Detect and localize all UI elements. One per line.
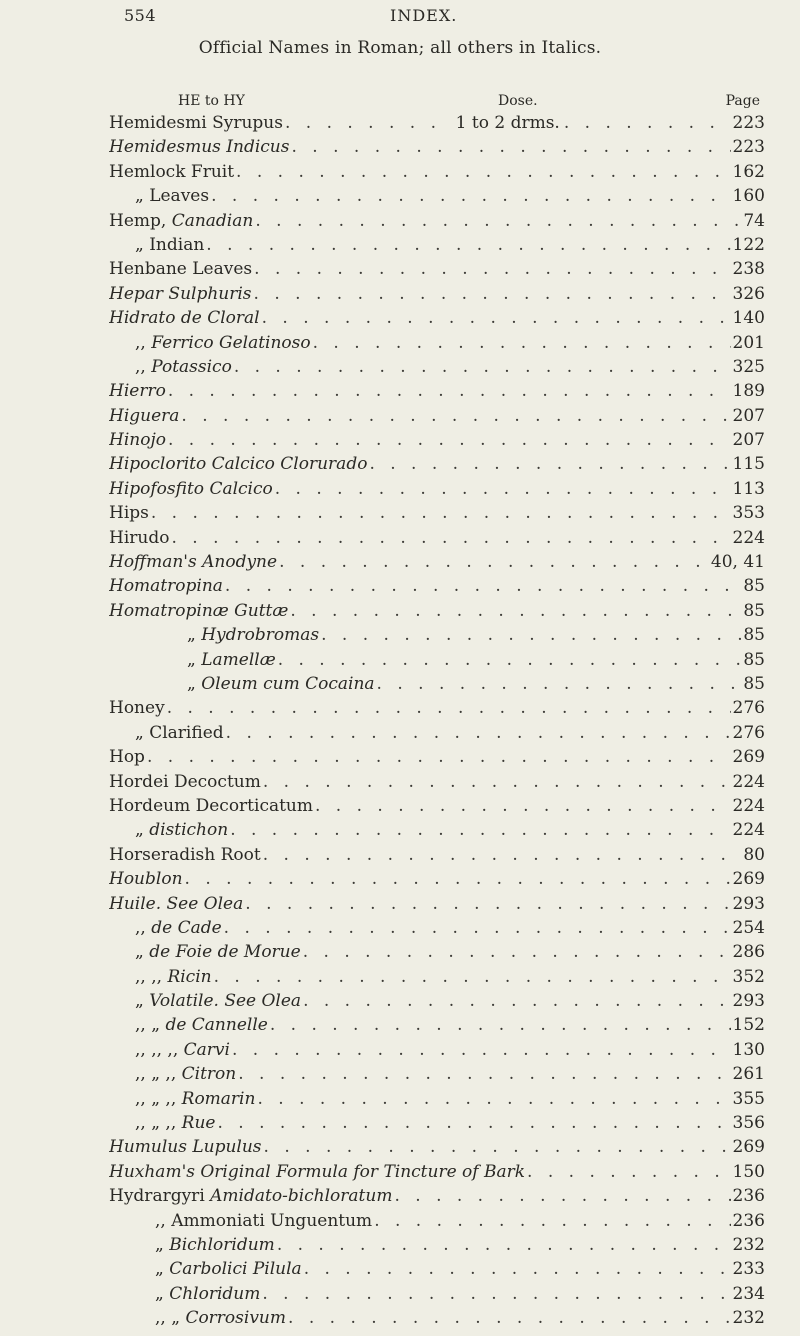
index-entry <box>109 672 765 696</box>
entry-page: 269 <box>732 869 765 890</box>
index-entry <box>109 331 765 355</box>
dot-leader <box>254 282 731 306</box>
entry-page: 85 <box>743 600 765 621</box>
entry-page: 224 <box>732 771 765 792</box>
entry-term-part: ,, <box>135 332 152 353</box>
dot-leader <box>304 1257 731 1281</box>
entry-page: 233 <box>732 1259 765 1280</box>
entry-term-part: Volatile. See Olea <box>149 991 302 1012</box>
index-entry <box>109 1233 765 1257</box>
entry-term-part: Honey <box>109 698 165 719</box>
entry-term-part: „ <box>155 1259 170 1280</box>
entry-term-part: ,, „ <box>135 1015 166 1036</box>
entry-term-part: de Cade <box>151 917 222 938</box>
index-entry <box>109 599 765 623</box>
entry-term <box>109 160 234 184</box>
dot-leader <box>262 306 731 330</box>
index-entry <box>109 623 765 647</box>
entry-term <box>109 477 273 501</box>
dot-leader <box>151 501 731 525</box>
entry-term <box>109 501 149 525</box>
entry-page: 207 <box>732 430 765 451</box>
entry-page: 115 <box>732 454 765 475</box>
index-entry <box>109 379 765 403</box>
entry-term-part: Hemlock Fruit <box>109 161 235 182</box>
entry-page: 286 <box>732 942 765 963</box>
entry-term-part: Hemidesmus Indicus <box>109 137 290 158</box>
dot-leader <box>527 1160 731 1184</box>
entry-page: 122 <box>732 234 765 255</box>
index-entry <box>109 550 765 574</box>
entry-term <box>109 574 223 598</box>
dot-leader <box>290 599 741 623</box>
entry-term-part: ,, „ ,, <box>135 1088 182 1109</box>
index-entry <box>109 648 765 672</box>
entry-page: 140 <box>732 308 765 329</box>
index-entry <box>109 696 765 720</box>
entry-term <box>109 526 169 550</box>
entry-term-part: Romarin <box>181 1088 256 1109</box>
dot-leader <box>214 965 731 989</box>
entry-term-part: Horseradish Root <box>109 844 261 865</box>
entry-term-part: Corrosivum <box>185 1308 287 1329</box>
entry-term-part: Ferrico Gelatinoso <box>151 332 311 353</box>
entry-term-part: Hemidesmi Syrupus <box>109 113 283 133</box>
index-entry <box>109 892 765 916</box>
entry-term <box>109 1184 392 1208</box>
entry-term <box>135 965 212 989</box>
index-entry <box>109 1306 765 1330</box>
page-number: 554 <box>124 6 157 25</box>
entry-term <box>155 1257 302 1281</box>
entry-term <box>187 648 276 672</box>
entry-page: 201 <box>732 332 765 353</box>
entry-term-part: „ Leaves <box>135 186 210 207</box>
entry-page: 223 <box>732 113 765 133</box>
entry-term-part: „ <box>187 649 202 670</box>
dot-leader <box>217 1111 730 1135</box>
entry-term-part: de Foie de Morue <box>149 942 301 963</box>
dot-leader <box>315 794 731 818</box>
entry-term <box>135 721 224 745</box>
entry-page: 356 <box>732 1113 765 1134</box>
entry-term-part: ,, ,, <box>135 966 168 987</box>
entry-term <box>109 550 277 574</box>
dot-leader <box>147 745 731 769</box>
index-entry <box>109 477 765 501</box>
entry-page: 113 <box>732 478 765 499</box>
index-entry <box>109 794 765 818</box>
entry-page: 261 <box>732 1064 765 1085</box>
index-entry <box>109 745 765 769</box>
entry-term-part: „ <box>135 942 150 963</box>
index-entry <box>109 355 765 379</box>
entry-page: 238 <box>732 259 765 280</box>
index-entry <box>109 428 765 452</box>
entry-term <box>135 1111 215 1135</box>
entry-page: 224 <box>732 795 765 816</box>
index-entry <box>109 916 765 940</box>
dot-leader <box>185 867 731 891</box>
entry-term-part: ,, Ammoniati Unguentum <box>155 1210 373 1231</box>
index-entry <box>109 160 765 184</box>
dot-leader <box>168 379 731 403</box>
entry-term-part: Lamellæ <box>201 649 276 670</box>
dot-leader <box>206 233 730 257</box>
page-heading: Page <box>725 93 760 109</box>
entry-term <box>109 696 165 720</box>
index-subtitle: Official Names in Roman; all others in Italics. <box>198 38 602 58</box>
index-entry <box>109 1160 765 1184</box>
entry-term <box>187 672 375 696</box>
index-entry <box>109 1062 765 1086</box>
dot-leader <box>377 672 741 696</box>
index-entry <box>109 1184 765 1208</box>
dot-leader <box>313 331 731 355</box>
entry-term-part: Hordei Decoctum <box>109 771 261 792</box>
dot-leader <box>254 257 730 281</box>
dot-leader <box>374 1209 730 1233</box>
entry-page: 236 <box>732 1210 765 1231</box>
entry-term <box>135 989 301 1013</box>
dot-leader <box>263 770 731 794</box>
index-entry <box>109 1038 765 1062</box>
entry-page: 232 <box>732 1234 765 1255</box>
entry-term-part: Ricin <box>167 966 212 987</box>
entry-term-part: Canadian <box>171 210 254 231</box>
entry-term-part: ,, „ ,, <box>135 1113 182 1134</box>
entry-term-part: ,, „ <box>155 1308 186 1329</box>
index-entry <box>109 233 765 257</box>
entry-page: 326 <box>732 283 765 304</box>
entry-term <box>155 1282 260 1306</box>
entry-term-part: Hordeum Decorticatum <box>109 795 313 816</box>
entry-term-part: Hepar Sulphuris <box>109 283 252 304</box>
dot-leader <box>255 209 741 233</box>
entry-term <box>109 745 145 769</box>
entry-term-part: Hierro <box>109 381 166 402</box>
entry-term <box>135 818 228 842</box>
entry-term-part: „ <box>187 625 202 646</box>
entry-page: 150 <box>732 1161 765 1182</box>
dot-leader <box>321 623 741 647</box>
entry-term <box>155 1209 372 1233</box>
column-headings <box>0 93 800 113</box>
dot-leader <box>236 160 731 184</box>
index-entry <box>109 452 765 476</box>
entry-term-part: Carbolici Pilula <box>169 1259 302 1280</box>
entry-page: 85 <box>743 625 765 646</box>
dot-leader <box>238 1062 730 1086</box>
index-entry <box>109 1257 765 1281</box>
dot-leader <box>369 452 730 476</box>
dot-leader <box>171 526 730 550</box>
index-entry <box>109 770 765 794</box>
entry-term <box>135 184 209 208</box>
dot-leader <box>234 355 731 379</box>
entry-term-part: Bichloridum <box>169 1234 275 1255</box>
entry-page: 160 <box>732 186 765 207</box>
index-entry <box>109 1111 765 1135</box>
index-entry <box>109 1209 765 1233</box>
dot-leader <box>226 721 731 745</box>
entry-term <box>135 1062 236 1086</box>
entry-term <box>109 306 260 330</box>
entry-term <box>109 209 253 233</box>
entry-page: 85 <box>743 649 765 670</box>
dot-leader <box>264 1135 731 1159</box>
dot-leader <box>291 135 730 159</box>
index-entry <box>109 989 765 1013</box>
dot-leader <box>167 696 731 720</box>
index-entry <box>109 282 765 306</box>
entry-term-part: Hirudo <box>109 527 170 548</box>
entry-term <box>155 1233 275 1257</box>
entry-term-part: „ <box>187 673 202 694</box>
entry-term-part: Citron <box>181 1064 237 1085</box>
entry-page: 224 <box>732 820 765 841</box>
entry-page: 85 <box>743 576 765 597</box>
entry-term <box>109 111 283 135</box>
entry-term-part: Hop <box>109 747 145 768</box>
dot-leader <box>303 940 731 964</box>
entry-page: 130 <box>732 1039 765 1060</box>
entry-term-part: „ <box>155 1283 170 1304</box>
entry-page: 74 <box>743 210 765 231</box>
range-heading: HE to HY <box>178 93 245 109</box>
entry-term <box>109 1160 525 1184</box>
entry-page: 293 <box>732 991 765 1012</box>
dot-leader <box>168 428 731 452</box>
dot-leader <box>262 1282 730 1306</box>
entry-page: 352 <box>732 966 765 987</box>
entry-term <box>155 1306 286 1330</box>
dot-leader <box>285 111 452 135</box>
entry-term <box>109 770 261 794</box>
index-entry <box>109 184 765 208</box>
entry-term-part: Houblon <box>109 869 183 890</box>
index-entry <box>109 257 765 281</box>
entry-term-part: Homatropina <box>109 576 223 597</box>
entry-term-part: Chloridum <box>169 1283 261 1304</box>
index-entry <box>109 526 765 550</box>
entry-page: 234 <box>732 1283 765 1304</box>
dot-leader <box>278 648 741 672</box>
entry-term-part: Amidato-bichloratum <box>210 1186 393 1207</box>
entry-page: 353 <box>732 503 765 524</box>
entry-term-part: Huxham's Original Formula for Tincture of Bark <box>109 1161 526 1182</box>
entry-term <box>109 379 166 403</box>
entry-term <box>135 916 222 940</box>
entry-term-part: ,, ,, ,, <box>135 1039 184 1060</box>
index-entry <box>109 721 765 745</box>
entry-page: 232 <box>732 1308 765 1329</box>
entry-term <box>187 623 319 647</box>
entry-term-part: Hipoclorito Calcico Clorurado <box>109 454 368 475</box>
entry-term-part: Oleum cum Cocaina <box>201 673 375 694</box>
entry-term <box>109 599 288 623</box>
entry-term <box>109 892 243 916</box>
entry-term-part: distichon <box>149 820 229 841</box>
entry-term <box>109 867 183 891</box>
entry-term-part: ,, <box>135 917 152 938</box>
entry-term-part: ,, „ ,, <box>135 1064 182 1085</box>
entry-term-part: „ <box>135 991 150 1012</box>
entry-term-part: Homatropinæ Guttæ <box>109 600 289 621</box>
entry-term-part: „ Clarified <box>135 722 224 743</box>
entry-term <box>109 404 179 428</box>
entry-term <box>109 843 261 867</box>
entry-term <box>109 428 166 452</box>
index-entry <box>109 404 765 428</box>
entry-term-part: „ <box>155 1234 170 1255</box>
entry-page: 293 <box>732 893 765 914</box>
dot-leader <box>277 1233 731 1257</box>
dose-heading: Dose. <box>498 93 538 109</box>
entry-term-part: Potassico <box>151 356 232 377</box>
entry-term-part: „ <box>135 820 150 841</box>
entry-term <box>109 452 367 476</box>
entry-page: 189 <box>732 381 765 402</box>
dot-leader <box>257 1087 730 1111</box>
entry-term-part: Henbane Leaves <box>109 259 253 280</box>
dot-leader <box>279 550 709 574</box>
entry-term <box>135 1013 268 1037</box>
entry-term-part: Hoffman's Anodyne <box>109 552 278 573</box>
entry-term-part: Huile. See Olea <box>109 893 244 914</box>
entry-term-part: Hemp, <box>109 210 172 231</box>
entry-term <box>109 1135 262 1159</box>
dot-leader <box>275 477 731 501</box>
entry-page: 276 <box>732 722 765 743</box>
entry-page: 80 <box>743 844 765 865</box>
entry-term-part: Carvi <box>183 1039 230 1060</box>
entry-term-part: ,, <box>135 356 152 377</box>
entry-page: 355 <box>732 1088 765 1109</box>
dot-leader <box>263 843 741 867</box>
entry-term-part: Hydrargyri <box>109 1186 211 1207</box>
entry-page: 40, 41 <box>710 552 765 573</box>
dot-leader <box>224 916 731 940</box>
dot-leader <box>225 574 741 598</box>
dot-leader <box>211 184 730 208</box>
entry-dose: 1 to 2 drms. <box>455 113 560 133</box>
entry-term-part: Hydrobromas <box>201 625 320 646</box>
entry-term-part: „ Indian <box>135 234 205 255</box>
entry-term <box>135 1087 255 1111</box>
entry-page: 269 <box>732 1137 765 1158</box>
dot-leader <box>303 989 730 1013</box>
index-entry <box>109 843 765 867</box>
entry-term-part: de Cannelle <box>165 1015 268 1036</box>
dot-leader <box>288 1306 731 1330</box>
dot-leader <box>564 111 731 135</box>
entry-page: 254 <box>732 917 765 938</box>
entry-term-part: Hidrato de Cloral <box>109 308 260 329</box>
entry-term-part: Higuera <box>109 405 180 426</box>
index-entries <box>109 111 765 1331</box>
entry-page: 224 <box>732 527 765 548</box>
index-entry <box>109 306 765 330</box>
entry-page: 325 <box>732 356 765 377</box>
entry-term <box>135 233 204 257</box>
entry-term <box>135 940 301 964</box>
entry-term <box>135 331 311 355</box>
page-header <box>0 6 800 28</box>
entry-term-part: Hinojo <box>109 430 166 451</box>
entry-term <box>109 794 313 818</box>
entry-term-part: Hipofosfito Calcico <box>109 478 273 499</box>
entry-page: 85 <box>743 673 765 694</box>
dot-leader <box>394 1184 730 1208</box>
index-entry <box>109 1135 765 1159</box>
entry-page: 207 <box>732 405 765 426</box>
entry-page: 269 <box>732 747 765 768</box>
entry-page: 152 <box>732 1015 765 1036</box>
running-head: INDEX. <box>390 6 458 25</box>
entry-term <box>109 282 252 306</box>
entry-page: 223 <box>732 137 765 158</box>
index-entry <box>109 209 765 233</box>
index-entry <box>109 867 765 891</box>
index-entry <box>109 1282 765 1306</box>
entry-page: 236 <box>732 1186 765 1207</box>
entry-term-part: Humulus Lupulus <box>109 1137 262 1158</box>
index-entry <box>109 1087 765 1111</box>
index-entry <box>109 965 765 989</box>
entry-term <box>135 1038 230 1062</box>
dot-leader <box>230 818 730 842</box>
index-entry <box>109 111 765 135</box>
index-entry <box>109 940 765 964</box>
entry-term <box>109 135 289 159</box>
entry-term <box>135 355 232 379</box>
dot-leader <box>181 404 730 428</box>
entry-term-part: Hips <box>109 503 149 524</box>
dot-leader <box>232 1038 731 1062</box>
entry-term-part: Rue <box>181 1113 216 1134</box>
entry-term <box>109 257 252 281</box>
index-entry <box>109 1013 765 1037</box>
index-entry <box>109 501 765 525</box>
index-entry <box>109 818 765 842</box>
entry-page: 276 <box>732 698 765 719</box>
index-entry <box>109 574 765 598</box>
dot-leader <box>245 892 730 916</box>
dot-leader <box>270 1013 731 1037</box>
index-entry <box>109 135 765 159</box>
entry-page: 162 <box>732 161 765 182</box>
